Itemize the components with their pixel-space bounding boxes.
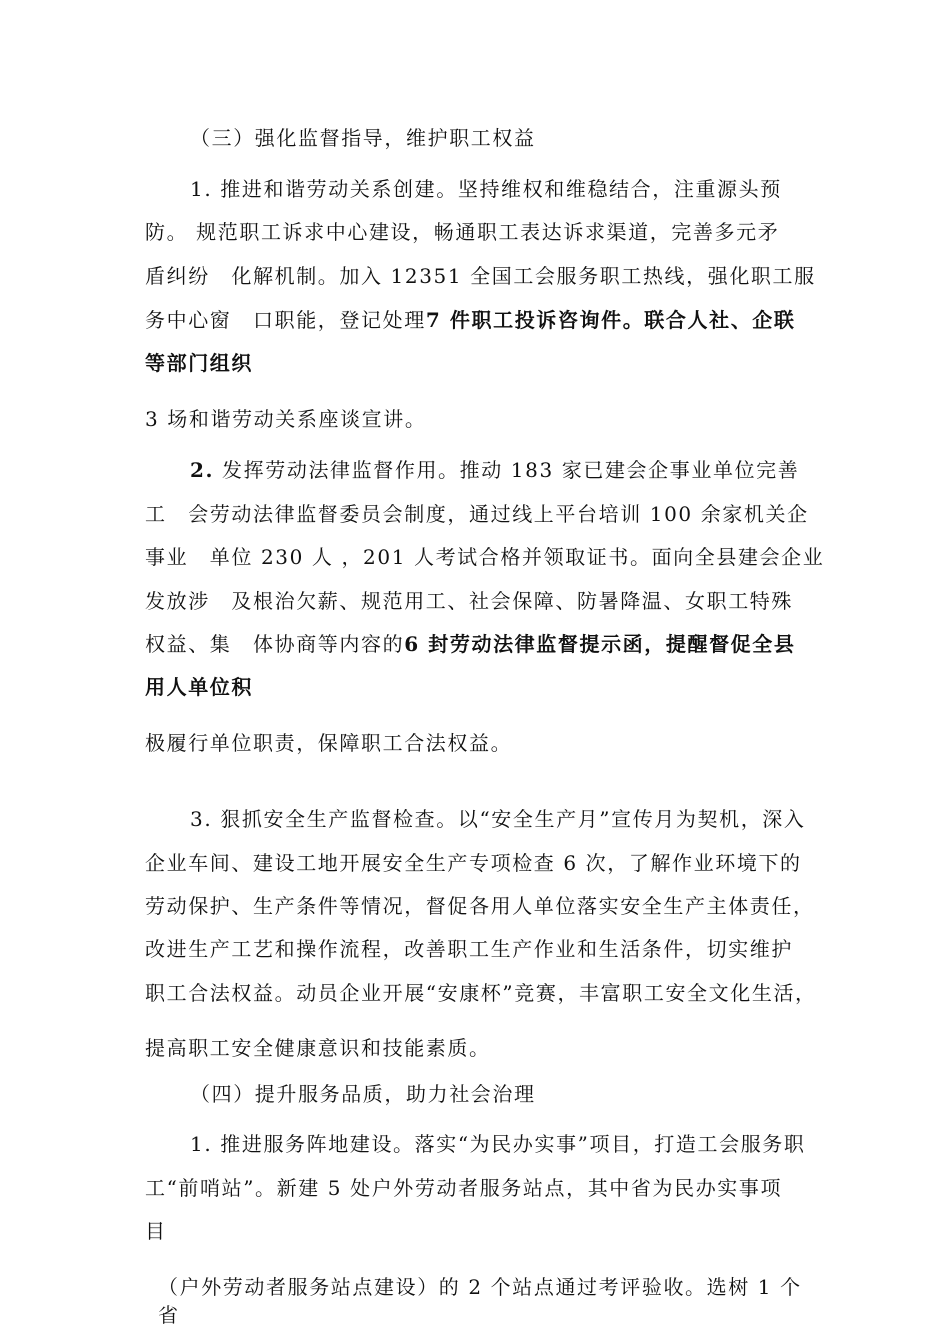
- paragraph-2-line-5-normal: 权益、集 体协商等内容的: [145, 632, 405, 656]
- paragraph-4-line-2: 工“前哨站”。新建 5 处户外劳动者服务站点，其中省为民办实事项: [145, 1176, 783, 1200]
- paragraph-2-line-7: 极履行单位职责，保障职工合法权益。: [145, 731, 513, 755]
- paragraph-2-line-5: [145, 632, 795, 656]
- paragraph-2-line-3: 事业 单位 230 人 ，201 人考试合格并领取证书。面向全县建会企业: [145, 545, 825, 569]
- paragraph-3-line-2: 企业车间、建设工地开展安全生产专项检查 6 次，了解作业环境下的: [145, 851, 802, 875]
- paragraph-1-line-2: 防。 规范职工诉求中心建设，畅通职工表达诉求渠道，完善多元矛: [145, 220, 780, 244]
- paragraph-2-line-1: [190, 458, 799, 482]
- paragraph-3-line-1: 3. 狠抓安全生产监督检查。以“安全生产月”宣传月为契机，深入: [190, 807, 806, 831]
- paragraph-1-line-4-normal: 务中心窗 口职能，登记处理: [145, 308, 426, 332]
- paragraph-4-line-1: 1. 推进服务阵地建设。落实“为民办实事”项目，打造工会服务职: [190, 1132, 806, 1156]
- paragraph-1-line-5: 等部门组织: [145, 351, 253, 375]
- paragraph-3-line-6: 提高职工安全健康意识和技能素质。: [145, 1036, 491, 1060]
- paragraph-3-line-3: 劳动保护、生产条件等情况，督促各用人单位落实安全生产主体责任，: [145, 894, 815, 918]
- paragraph-1-line-6: 3 场和谐劳动关系座谈宣讲。: [145, 407, 427, 431]
- paragraph-1-line-3: 盾纠纷 化解机制。加入 12351 全国工会服务职工热线，强化职工服: [145, 264, 816, 288]
- paragraph-2-line-1-normal: 发挥劳动法律监督作用。推动 183 家已建会企事业单位完善: [214, 458, 800, 482]
- paragraph-2-line-1-bold: 2.: [190, 458, 215, 482]
- paragraph-3-line-5: 职工合法权益。动员企业开展“安康杯”竞赛，丰富职工安全文化生活，: [145, 981, 817, 1005]
- paragraph-4-line-3: 目: [145, 1219, 167, 1243]
- paragraph-2-line-5-bold: 6 封劳动法律监督提示函，提醒督促全县: [404, 632, 796, 656]
- paragraph-2-line-4: 发放涉 及根治欠薪、规范用工、社会保障、防暑降温、女职工特殊: [145, 589, 793, 613]
- paragraph-2-line-6: 用人单位积: [145, 675, 253, 699]
- paragraph-4-line-5: 省: [158, 1303, 180, 1327]
- paragraph-1-line-1: 1. 推进和谐劳动关系创建。坚持维权和维稳结合，注重源头预: [190, 177, 782, 201]
- paragraph-2-line-2: 工 会劳动法律监督委员会制度，通过线上平台培训 100 余家机关企: [145, 502, 809, 526]
- paragraph-1-line-4: [145, 308, 796, 332]
- paragraph-3-line-4: 改进生产工艺和操作流程，改善职工生产作业和生活条件，切实维护: [145, 937, 793, 961]
- section-heading-3: （三）强化监督指导，维护职工权益: [190, 126, 536, 150]
- section-heading-4: （四）提升服务品质，助力社会治理: [190, 1082, 536, 1106]
- paragraph-1-line-4-bold: 7 件职工投诉咨询件。联合人社、企联: [425, 308, 796, 332]
- paragraph-4-line-4: （户外劳动者服务站点建设）的 2 个站点通过考评验收。选树 1 个: [158, 1275, 802, 1299]
